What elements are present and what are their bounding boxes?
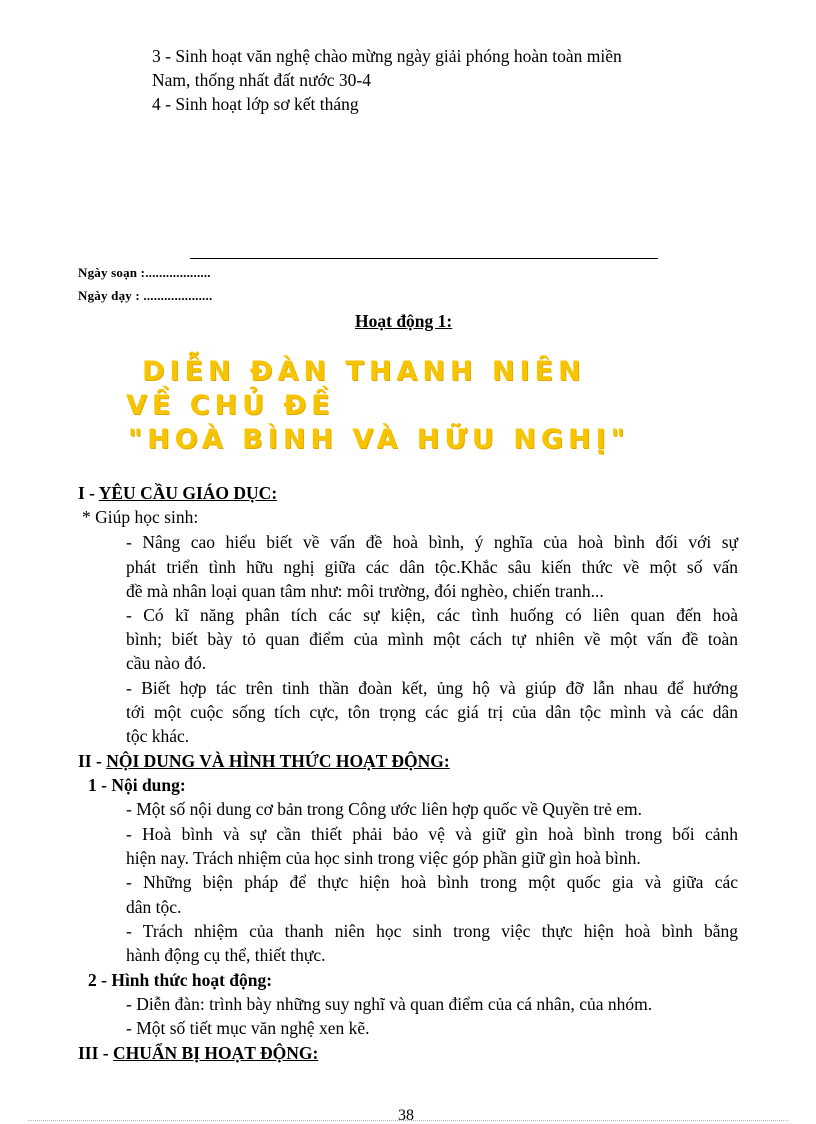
section-2-title: NỘI DUNG VÀ HÌNH THỨC HOẠT ĐỘNG:	[106, 751, 450, 771]
section-2-heading	[78, 749, 450, 773]
subsection-2-title: 2 - Hình thức hoạt động:	[88, 970, 273, 990]
activity-title: Hoạt động 1:	[355, 311, 453, 331]
paragraph-3-line-3: tộc khác.	[126, 726, 190, 746]
section-3-roman: III -	[78, 1043, 114, 1063]
content-line-4: - Những biện pháp để thực hiện hoà bình trong một quốc gia và giữa các	[126, 872, 738, 892]
list-item-3-line-2: Nam, thống nhất đất nước 30-4	[152, 70, 371, 90]
paragraph-3-line-2: tới một cuộc sống tích cực, tôn trọng các giá trị của dân tộc mình và các dân	[126, 702, 738, 722]
section-1-intro: * Giúp học sinh:	[82, 507, 199, 527]
content-line-6: - Trách nhiệm của thanh niên học sinh trong việc thực hiện hoà bình bằng	[126, 921, 738, 941]
content-line-3: hiện nay. Trách nhiệm của học sinh trong việc góp phần giữ gìn hoà bình.	[126, 848, 641, 868]
paragraph-1-line-3: đề mà nhân loại quan tâm như: môi trường, đói nghèo, chiến tranh...	[126, 581, 604, 601]
paragraph-1-line-1: - Nâng cao hiểu biết về vấn đề hoà bình, ý nghĩa của hoà bình đối với sự	[126, 532, 738, 552]
content-line-5: dân tộc.	[126, 897, 182, 917]
page-number: 38	[398, 1107, 414, 1124]
section-1-heading	[78, 481, 277, 505]
list-item-4: 4 - Sinh hoạt lớp sơ kết tháng	[152, 94, 359, 114]
footer-dotted-line	[28, 1120, 788, 1121]
paragraph-2-line-1: - Có kĩ năng phân tích các sự kiện, các tình huống có liên quan đến hoà	[126, 605, 738, 625]
form-line-1: - Diễn đàn: trình bày những suy nghĩ và quan điểm của cá nhân, của nhóm.	[126, 994, 653, 1014]
paragraph-1-line-2: phát triển tình hữu nghị giữa các dân tộc.Khắc sâu kiến thức về một số vấn	[126, 557, 738, 577]
content-line-7: hành động cụ thể, thiết thực.	[126, 945, 326, 965]
ngay-day: Ngày dạy : ....................	[78, 288, 213, 303]
paragraph-3-line-1: - Biết hợp tác trên tinh thần đoàn kết, ủng hộ và giúp đỡ lẫn nhau để hướng	[126, 678, 738, 698]
section-1-title: YÊU CẦU GIÁO DỤC:	[98, 483, 278, 503]
banner-line-2: VỀ CHỦ ĐỀ	[126, 390, 335, 421]
paragraph-2-line-2: bình; biết bày tỏ quan điểm của mình một cách tự nhiên về một vấn đề toàn	[126, 629, 738, 649]
section-3-title: CHUẨN BỊ HOẠT ĐỘNG:	[113, 1043, 319, 1063]
section-3-heading	[78, 1041, 318, 1065]
content-line-2: - Hoà bình và sự cần thiết phải bảo vệ và giữ gìn hoà bình trong bối cảnh	[126, 824, 738, 844]
content-line-1: - Một số nội dung cơ bản trong Công ước liên hợp quốc về Quyền trẻ em.	[126, 799, 642, 819]
form-line-2: - Một số tiết mục văn nghệ xen kẽ.	[126, 1018, 370, 1038]
section-1-roman: I -	[78, 483, 99, 503]
banner-line-3: "HOÀ BÌNH VÀ HỮU NGHỊ"	[128, 424, 630, 455]
ngay-soan: Ngày soạn :...................	[78, 265, 211, 280]
subsection-1-title: 1 - Nội dung:	[88, 775, 186, 795]
section-2-roman: II -	[78, 751, 107, 771]
paragraph-2-line-3: cầu nào đó.	[126, 653, 207, 673]
banner-line-1: DIỄN ĐÀN THANH NIÊN	[142, 356, 586, 387]
separator-line	[190, 258, 658, 259]
list-item-3-line-1: 3 - Sinh hoạt văn nghệ chào mừng ngày giải phóng hoàn toàn miền	[152, 46, 622, 66]
